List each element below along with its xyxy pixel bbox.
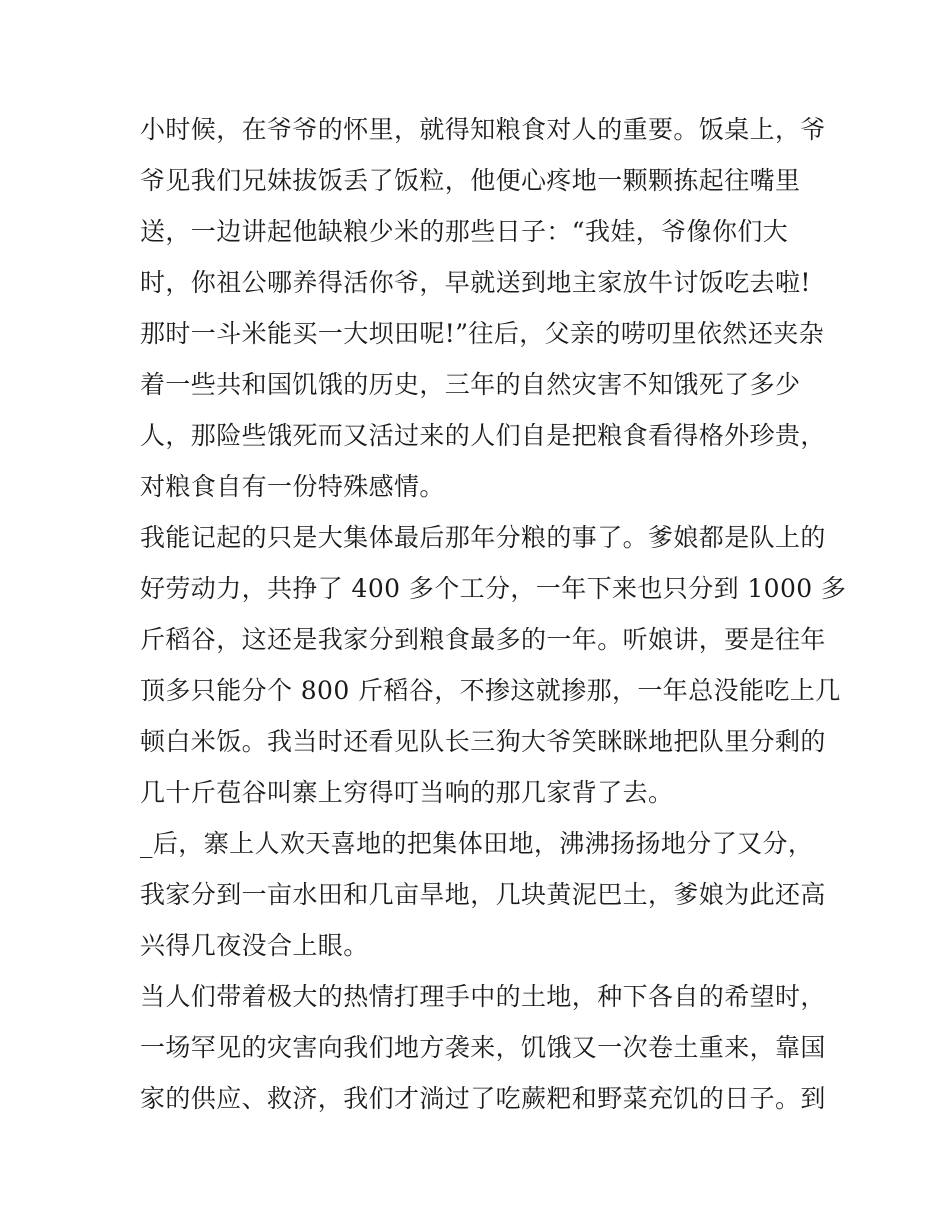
text-line: 小时候，在爷爷的怀里，就得知粮食对人的重要。饭桌上，爷 [140,115,826,144]
text-line: 顿白米饭。我当时还看见队长三狗大爷笑眯眯地把队里分剩的 [140,727,826,756]
text-line: 送，一边讲起他缺粮少米的那些日子：“我娃，爷像你们大 [140,217,789,246]
text-line: 我家分到一亩水田和几亩旱地，几块黄泥巴土，爹娘为此还高 [140,880,826,909]
text-line: 兴得几夜没合上眼。 [140,931,369,960]
text-line: 那时一斗米能买一大坝田呢!”往后，父亲的唠叨里依然还夹杂 [140,319,825,348]
text-line: 当人们带着极大的热情打理手中的土地，种下各自的希望时， [140,982,826,1011]
text-line: 斤稻谷，这还是我家分到粮食最多的一年。听娘讲，要是往年 [140,625,826,654]
text-line: 家的供应、救济，我们才淌过了吃蕨粑和野菜充饥的日子。到 [140,1084,826,1113]
text-line: 好劳动力，共挣了 400 多个工分，一年下来也只分到 1000 多 [140,574,847,603]
body-text [140,104,847,1124]
text-line: 爷见我们兄妹拔饭丢了饭粒，他便心疼地一颗颗拣起往嘴里 [140,166,801,195]
text-line: 对粮食自有一份特殊感情。 [140,472,445,501]
text-line: 一场罕见的灾害向我们地方袭来，饥饿又一次卷土重来，靠国 [140,1033,826,1062]
text-line: _后，寨上人欢天喜地的把集体田地，沸沸扬扬地分了又分， [140,829,814,858]
text-line: 着一些共和国饥饿的历史，三年的自然灾害不知饿死了多少 [140,370,801,399]
text-line: 顶多只能分个 800 斤稻谷，不掺这就掺那，一年总没能吃上几 [140,676,841,705]
text-line: 我能记起的只是大集体最后那年分粮的事了。爹娘都是队上的 [140,523,826,552]
text-line: 几十斤苞谷叫寨上穷得叮当响的那几家背了去。 [140,778,674,807]
text-line: 人，那险些饿死而又活过来的人们自是把粮食看得格外珍贵， [140,421,826,450]
text-line: 时，你祖公哪养得活你爷，早就送到地主家放牛讨饭吃去啦! [140,268,811,297]
